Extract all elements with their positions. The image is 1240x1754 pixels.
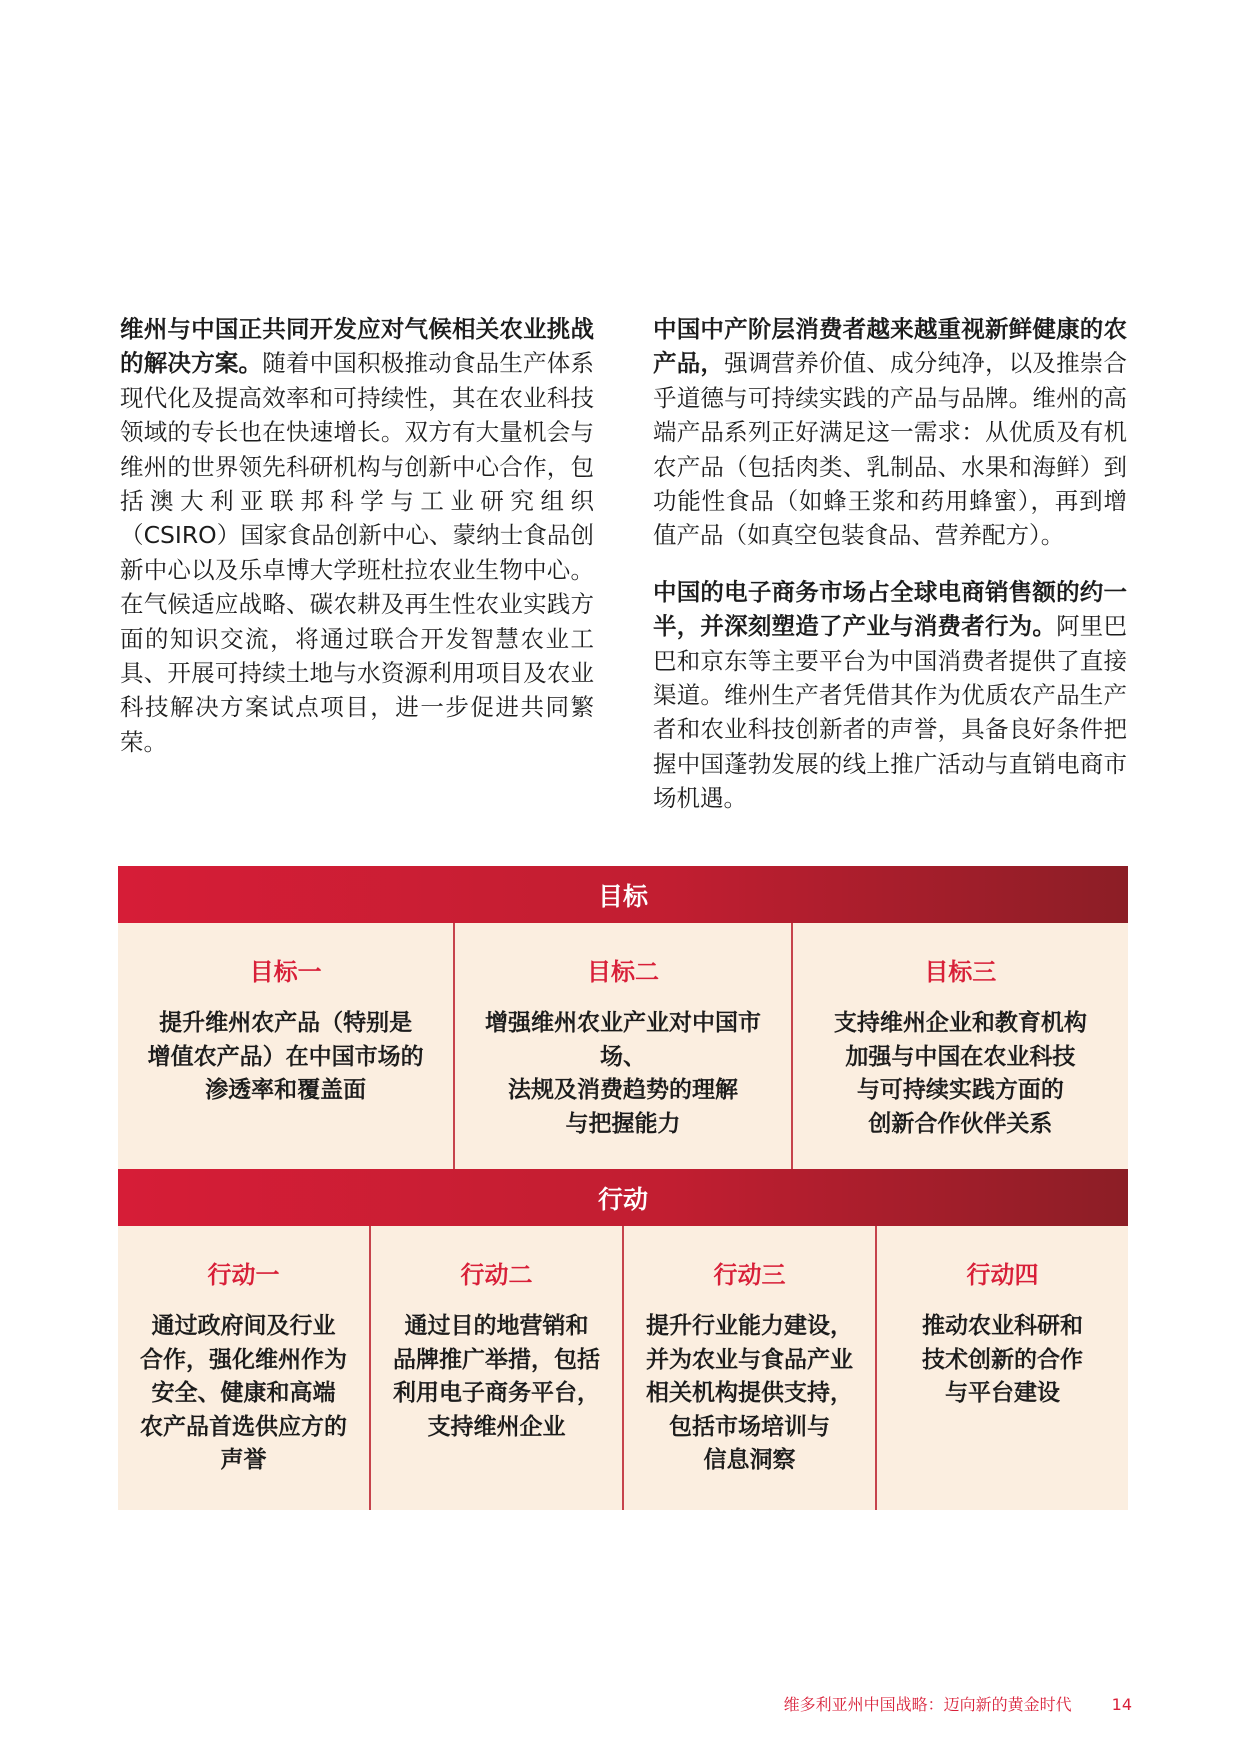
- goal-text: [473, 1007, 772, 1141]
- action-line: 支持维州企业: [427, 1413, 566, 1440]
- goal-line: 增强维州农业产业对中国市场、: [484, 1010, 761, 1070]
- action-text: [895, 1310, 1110, 1411]
- paragraph-lead: 中国中产阶层消费者越来越重视新鲜健康的农产品，: [653, 315, 1127, 378]
- goal-text: [811, 1007, 1110, 1141]
- action-line: 合作，强化维州作为: [140, 1346, 347, 1373]
- action-text: [389, 1310, 604, 1444]
- goal-cell: [118, 923, 455, 1169]
- action-line: 提升行业能力建设，: [646, 1313, 853, 1339]
- footer-title: 维多利亚州中国战略：迈向新的黄金时代: [783, 1695, 1072, 1714]
- action-line: 安全、健康和高端: [151, 1380, 336, 1406]
- right-column: [653, 312, 1127, 838]
- actions-table: [118, 1226, 1128, 1510]
- action-title: 行动三: [713, 1261, 786, 1289]
- action-line: 与平台建设: [945, 1380, 1060, 1406]
- action-title: 行动四: [966, 1261, 1039, 1289]
- goal-line: 加强与中国在农业科技: [845, 1043, 1076, 1070]
- action-cell: [118, 1226, 371, 1510]
- action-line: 通过目的地营销和: [404, 1313, 589, 1339]
- goals-header: 目标: [118, 866, 1128, 923]
- paragraph-lead: 维州与中国正共同开发应对气候相关农业挑战的解决方案。: [120, 315, 594, 378]
- goal-line: 渗透率和覆盖面: [205, 1077, 367, 1103]
- actions-header: 行动: [118, 1169, 1128, 1226]
- goal-line: 法规及消费趋势的理解: [507, 1077, 738, 1103]
- action-line: 并为农业与食品产业: [646, 1346, 853, 1373]
- goals-table: [118, 923, 1128, 1169]
- paragraph: [120, 312, 594, 759]
- goal-line: 创新合作伙伴关系: [868, 1110, 1053, 1137]
- action-line: 相关机构提供支持，: [646, 1380, 853, 1406]
- goal-title: 目标一: [249, 958, 322, 986]
- action-cell: [624, 1226, 877, 1510]
- paragraph-text: 强调营养价值、成分纯净，以及推崇合乎道德与可持续实践的产品与品牌。维州的高端产品系列正好满足这一需求：从优质及有机农产品（包括肉类、乳制品、水果和海鲜）到功能性食品（如蜂王浆和药用蜂蜜），再到增值产品（如真空包装食品、营养配方）。: [653, 349, 1128, 550]
- action-line: 通过政府间及行业: [151, 1313, 336, 1339]
- goal-title: 目标三: [924, 958, 997, 986]
- action-text: [642, 1310, 857, 1478]
- page-footer: [784, 1692, 1132, 1715]
- goal-line: 与把握能力: [565, 1110, 681, 1137]
- goal-line: 与可持续实践方面的: [856, 1077, 1064, 1103]
- action-line: 包括市场培训与: [669, 1413, 830, 1440]
- action-line: 品牌推广举措，包括: [393, 1346, 600, 1373]
- paragraph-text: 随着中国积极推动食品生产体系现代化及提高效率和可持续性，其在农业科技领域的专长也在快速增长。双方有大量机会与维州的世界领先科研机构与创新中心合作，包括澳大利亚联邦科学与工业研究组织（CSIRO）国家食品创新中心、蒙纳士食品创新中心以及乐卓博大学班杜拉农业生物中心。在气候适应战略、碳农耕及再生性农业实践方面的知识交流，将通过联合开发智慧农业工具、开展可持续土地与水资源利用项目及农业科技解决方案试点项目，进一步促进共同繁荣。: [120, 349, 595, 756]
- action-line: 推动农业科研和: [922, 1313, 1083, 1339]
- goal-cell: [455, 923, 792, 1169]
- left-column: [120, 312, 594, 781]
- action-cell: [877, 1226, 1128, 1510]
- action-title: 行动二: [460, 1261, 533, 1289]
- action-line: 农产品首选供应方的: [140, 1413, 347, 1440]
- paragraph-lead: 中国的电子商务市场占全球电商销售额的约一半，并深刻塑造了产业与消费者行为。: [653, 577, 1127, 641]
- paragraph-text: 阿里巴巴和京东等主要平台为中国消费者提供了直接渠道。维州生产者凭借其作为优质农产品生产者和农业科技创新者的声誉，具备良好条件把握中国蓬勃发展的线上推广活动与直销电商市场机遇。: [653, 612, 1128, 813]
- action-cell: [371, 1226, 624, 1510]
- page-number: 14: [1111, 1695, 1132, 1714]
- goal-line: 提升维州农产品（特别是: [159, 1010, 413, 1036]
- action-line: 信息洞察: [703, 1447, 796, 1473]
- paragraph: [653, 312, 1127, 553]
- goal-text: [136, 1007, 435, 1108]
- action-line: 技术创新的合作: [922, 1346, 1083, 1373]
- goal-cell: [793, 923, 1128, 1169]
- paragraph: [653, 575, 1127, 816]
- action-line: 利用电子商务平台，: [393, 1380, 600, 1406]
- action-line: 声誉: [220, 1447, 267, 1473]
- action-title: 行动一: [207, 1261, 280, 1289]
- goal-title: 目标二: [586, 958, 659, 986]
- goal-line: 支持维州企业和教育机构: [833, 1010, 1087, 1036]
- action-text: [136, 1310, 351, 1478]
- goal-line: 增值农产品）在中国市场的: [147, 1043, 424, 1070]
